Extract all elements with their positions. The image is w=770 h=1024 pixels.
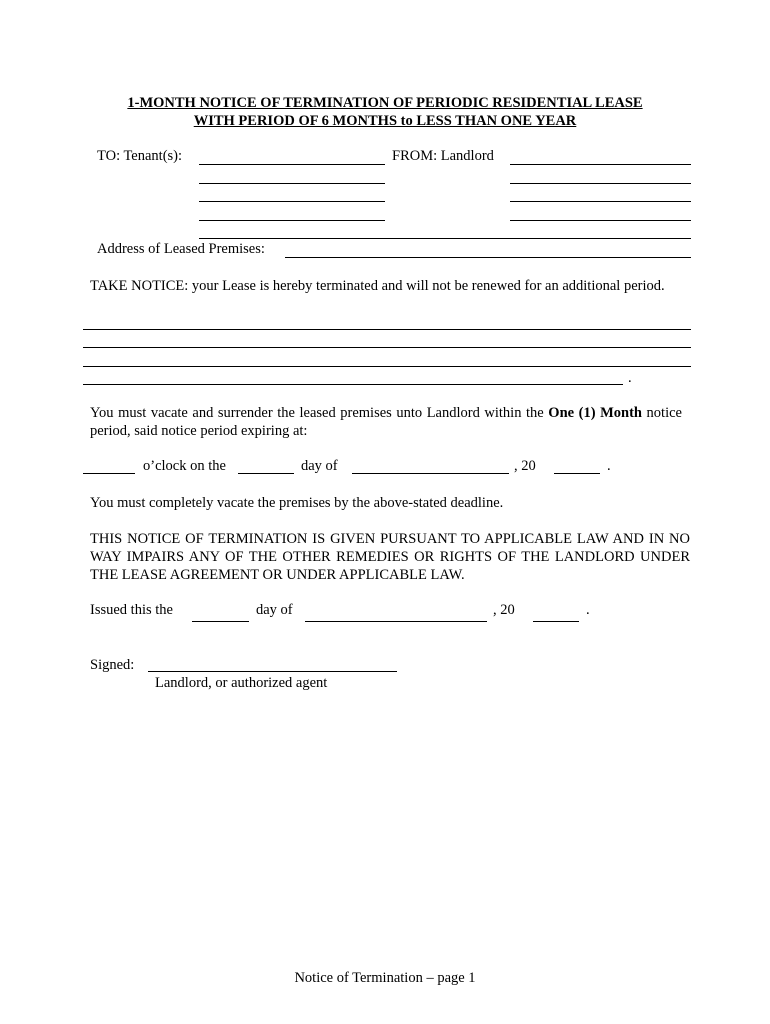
signature-field[interactable]: [148, 671, 397, 672]
take-notice-paragraph: TAKE NOTICE: your Lease is hereby terminated and will not be renewed for an additional period.: [90, 278, 665, 294]
document-title-line-2: WITH PERIOD OF 6 MONTHS to LESS THAN ONE YEAR: [193, 113, 577, 129]
vacate-deadline-text: You must completely vacate the premises by the above-stated deadline.: [90, 495, 504, 511]
expiry-hour-field[interactable]: [83, 473, 135, 474]
expiry-month-field[interactable]: [352, 473, 509, 474]
address-field-line-1[interactable]: [199, 238, 691, 239]
vacate-text-end: notice period, said notice period expiring at:: [90, 405, 682, 439]
legal-notice-paragraph: THIS NOTICE OF TERMINATION IS GIVEN PURSUANT TO APPLICABLE LAW AND IN NO WAY IMPAIRS ANY OF THE OTHER REMEDIES OR RIGHTS OF THE LANDLORD UNDER THE LEASE AGREEMENT OR UNDER APPLICABLE LAW.: [90, 531, 690, 583]
to-tenant-label: TO: Tenant(s):: [97, 148, 183, 164]
oclock-label: o’clock on the: [143, 458, 226, 474]
signed-label: Signed:: [90, 657, 135, 673]
issued-year-prefix: , 20: [493, 602, 515, 618]
expiry-year-field[interactable]: [554, 473, 600, 474]
landlord-name-field-4[interactable]: [510, 220, 691, 221]
address-label: Address of Leased Premises:: [97, 241, 265, 257]
page-footer: Notice of Termination – page 1: [294, 970, 476, 986]
issued-day-field[interactable]: [192, 621, 249, 622]
issued-month-field[interactable]: [305, 621, 487, 622]
reason-field-line-4[interactable]: [83, 384, 623, 385]
issued-period-mark: .: [586, 602, 590, 618]
signer-caption: Landlord, or authorized agent: [155, 675, 328, 691]
from-landlord-label: FROM: Landlord: [392, 148, 494, 164]
expiry-year-prefix: , 20: [514, 458, 536, 474]
tenant-name-field-2[interactable]: [199, 183, 385, 184]
address-field-line-2[interactable]: [285, 257, 691, 258]
reason-field-line-3[interactable]: [83, 366, 691, 367]
tenant-name-field-1[interactable]: [199, 164, 385, 165]
landlord-name-field-1[interactable]: [510, 164, 691, 165]
document-title-line-1: 1-MONTH NOTICE OF TERMINATION OF PERIODIC RESIDENTIAL LEASE: [127, 95, 643, 111]
issued-label: Issued this the: [90, 602, 173, 618]
reason-field-line-2[interactable]: [83, 347, 691, 348]
landlord-name-field-2[interactable]: [510, 183, 691, 184]
expiry-day-of-label: day of: [301, 458, 338, 474]
expiry-period-mark: .: [607, 458, 611, 474]
tenant-name-field-3[interactable]: [199, 201, 385, 202]
issued-day-of-label: day of: [256, 602, 293, 618]
expiry-day-field[interactable]: [238, 473, 294, 474]
tenant-name-field-4[interactable]: [199, 220, 385, 221]
reason-field-line-1[interactable]: [83, 329, 691, 330]
landlord-name-field-3[interactable]: [510, 201, 691, 202]
vacate-text-start: You must vacate and surrender the leased premises unto Landlord within the: [90, 405, 549, 421]
vacate-period-bold: One (1) Month: [548, 405, 642, 421]
vacate-paragraph: [90, 404, 682, 440]
issued-year-field[interactable]: [533, 621, 579, 622]
reason-period-mark: .: [628, 370, 632, 386]
